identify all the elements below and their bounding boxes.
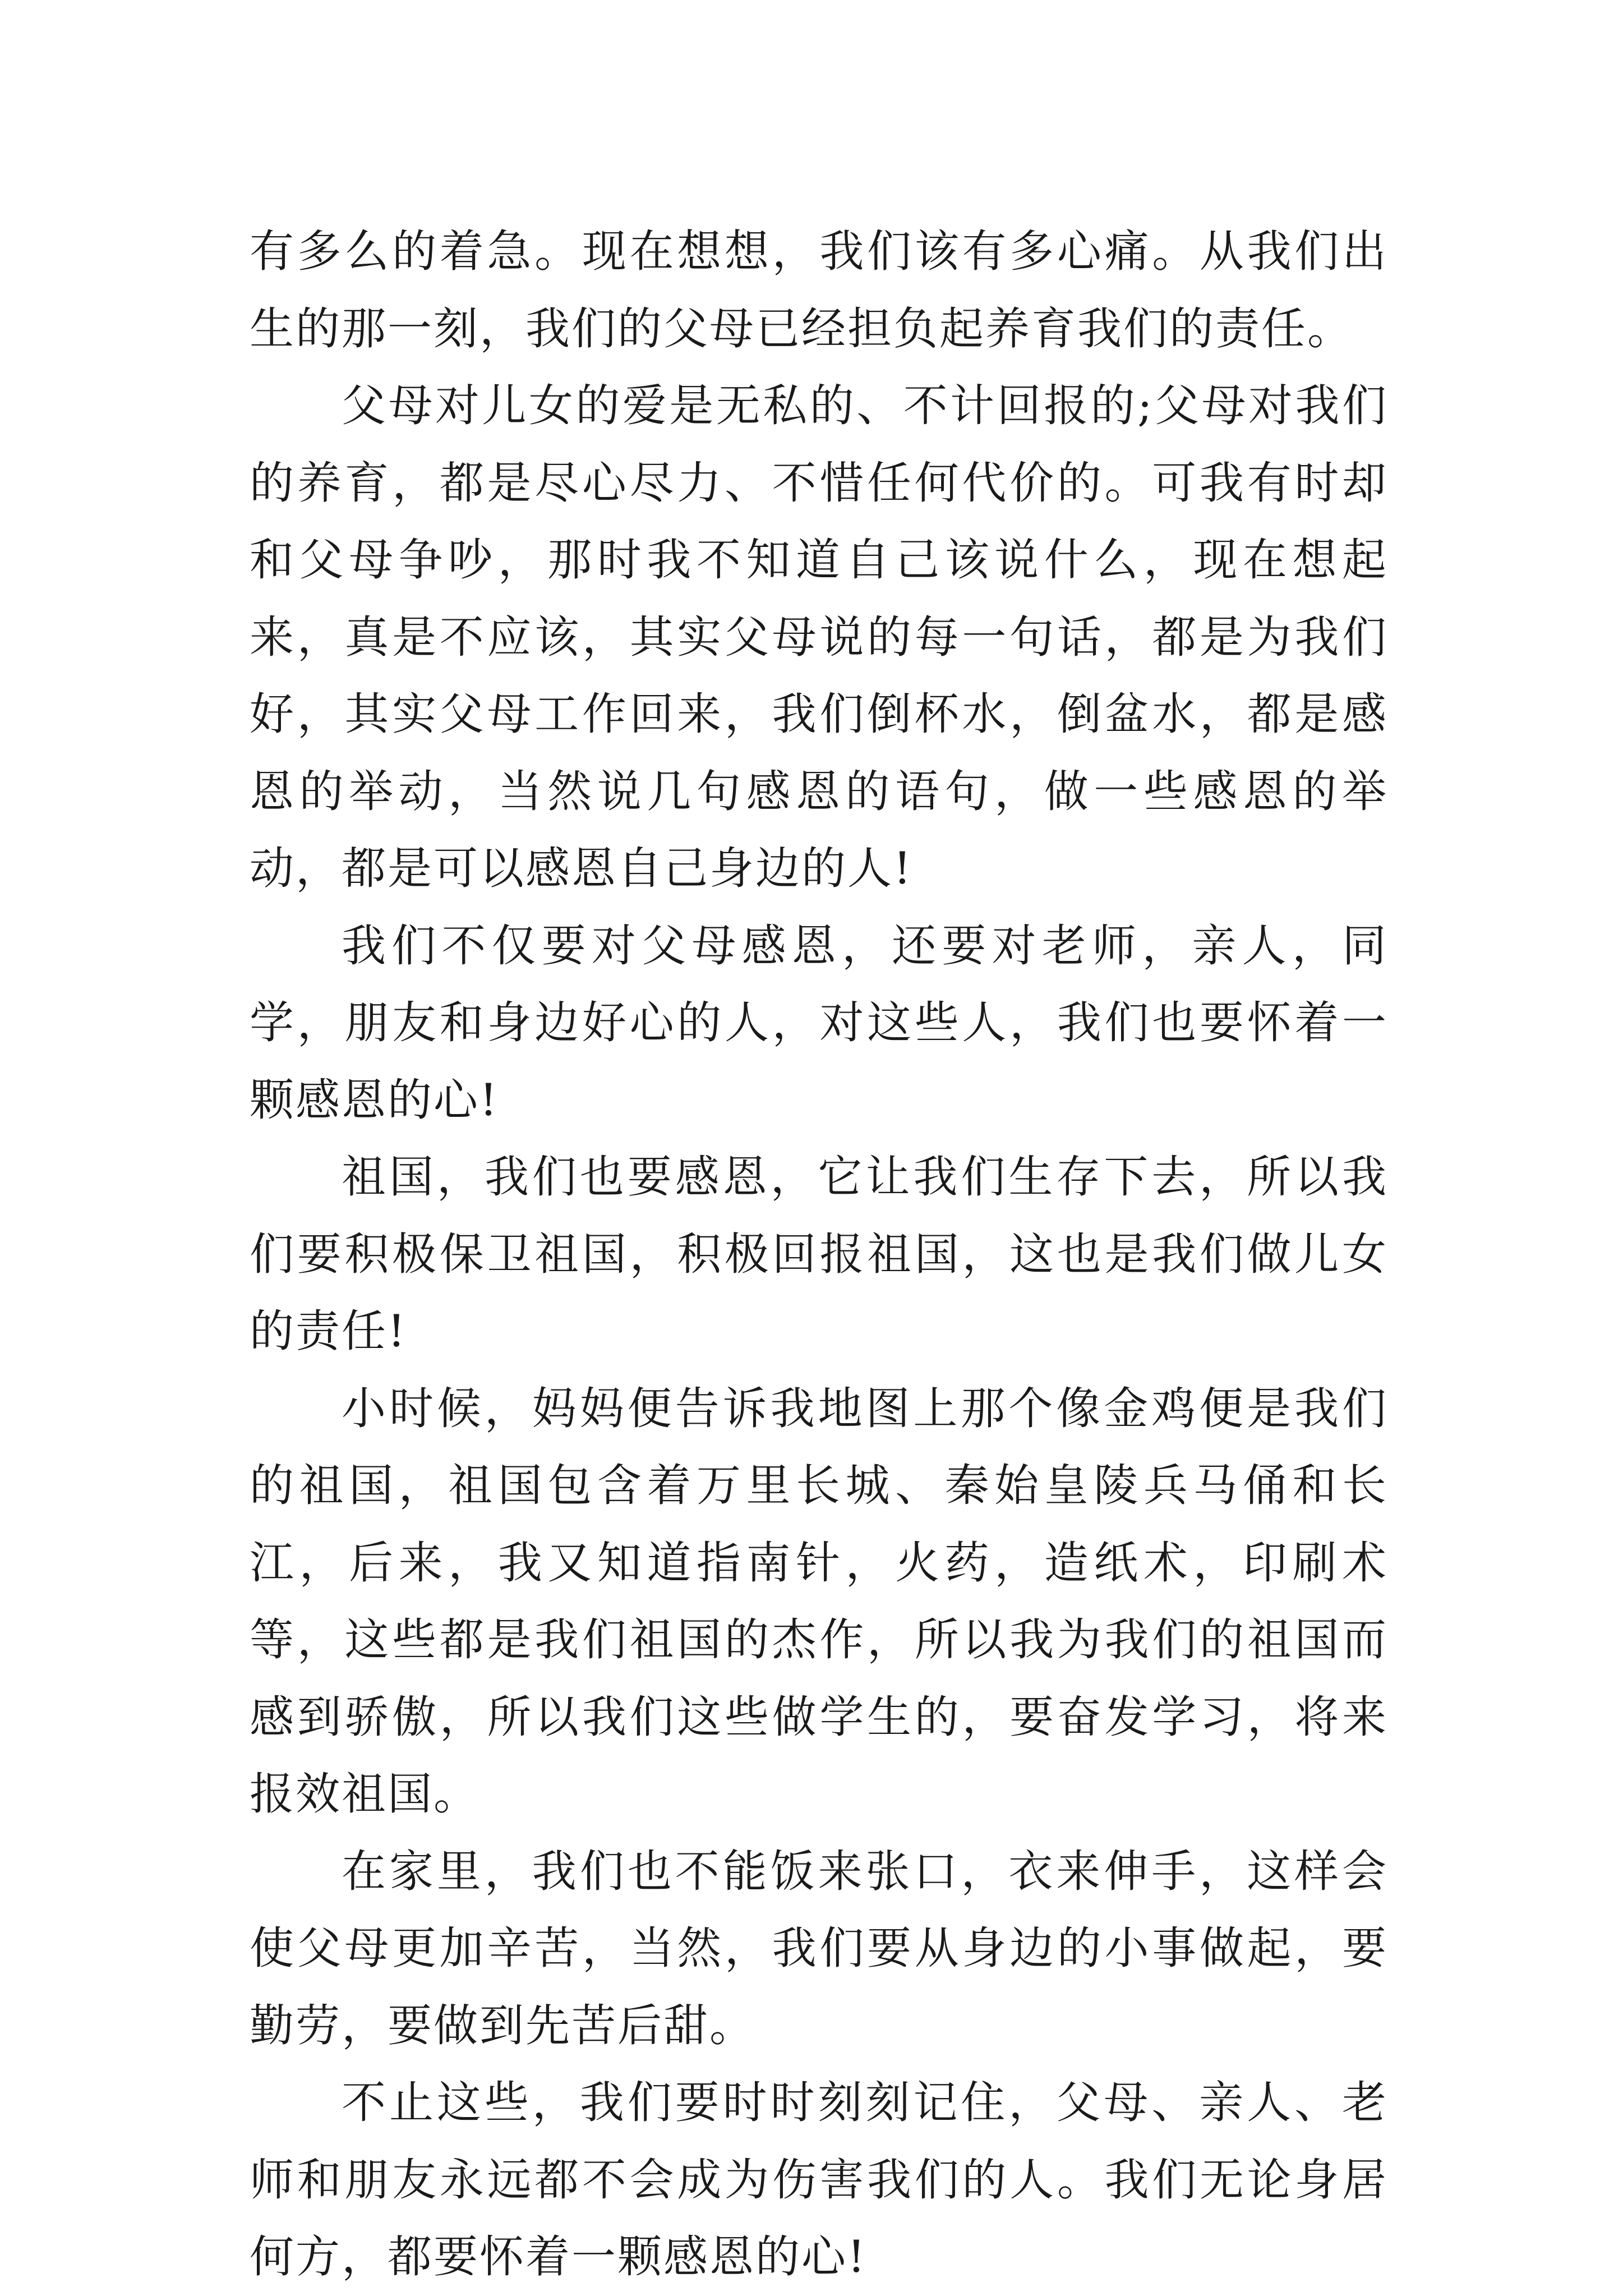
paragraph-childhood-map: 小时候，妈妈便告诉我地图上那个像金鸡便是我们的祖国，祖国包含着万里长城、秦始皇陵兵马俑和长江，后来，我又知道指南针，火药，造纸术，印刷术等，这些都是我们祖国的杰作，所以我为我们的祖国而感到骄傲，所以我们这些做学生的，要奋发学习，将来报效祖国。	[250, 1382, 1388, 1820]
paragraph-motherland: 祖国，我们也要感恩，它让我们生存下去，所以我们要积极保卫祖国，积极回报祖国，这也是我们做儿女的责任!	[250, 1151, 1388, 1357]
paragraph-teachers-friends: 我们不仅要对父母感恩，还要对老师，亲人，同学，朋友和身边好心的人，对这些人，我们也要怀着一颗感恩的心!	[250, 919, 1388, 1126]
paragraph-conclusion: 不止这些，我们要时时刻刻记住，父母、亲人、老师和朋友永远都不会成为伤害我们的人。我们无论身居何方，都要怀着一颗感恩的心!	[250, 2077, 1388, 2283]
paragraph-parents-love: 父母对儿女的爱是无私的、不计回报的;父母对我们的养育，都是尽心尽力、不惜任何代价的。可我有时却和父母争吵，那时我不知道自己该说什么，现在想起来，真是不应该，其实父母说的每一句话，都是为我们好，其实父母工作回来，我们倒杯水，倒盆水，都是感恩的举动，当然说几句感恩的语句，做一些感恩的举动，都是可以感恩自己身边的人!	[250, 380, 1388, 894]
paragraph-at-home: 在家里，我们也不能饭来张口，衣来伸手，这样会使父母更加辛苦，当然，我们要从身边的小事做起，要勤劳，要做到先苦后甜。	[250, 1845, 1388, 2051]
paragraph-continued: 有多么的着急。现在想想，我们该有多心痛。从我们出生的那一刻，我们的父母已经担负起养育我们的责任。	[250, 226, 1388, 355]
document-body	[250, 213, 1388, 2296]
